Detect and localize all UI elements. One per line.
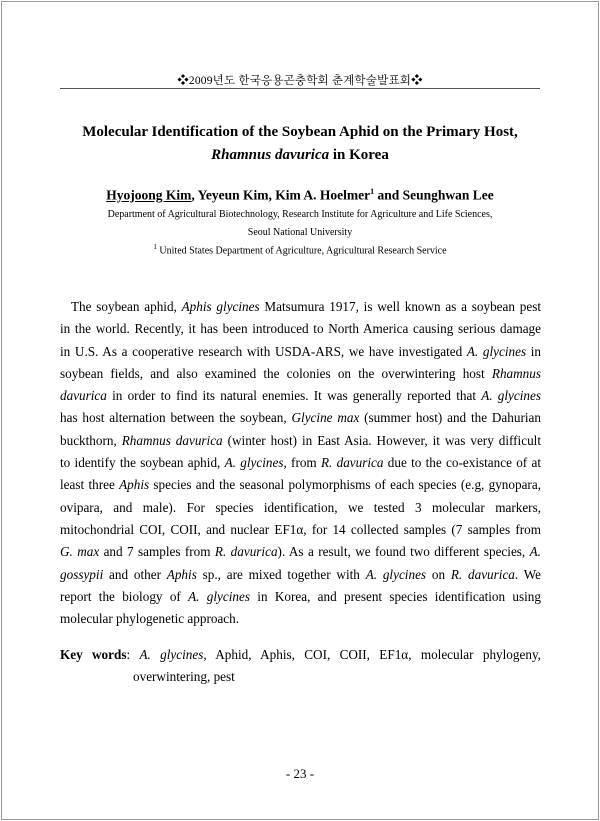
keywords-line-1: Key words: A. glycines, Aphid, Aphis, COI, COII, EF1α, molecular phylogeny, — [60, 647, 541, 662]
affiliation-line-2: Seoul National University — [247, 227, 353, 238]
keywords-rest: , Aphid, Aphis, COI, COII, EF1α, molecular phylogeny, — [203, 647, 541, 662]
keyword-species: A. glycines — [139, 647, 204, 662]
abstract-line: buckthorn, Rhamnus davurica (winter host) in East Asia. However, it was very difficult — [60, 432, 541, 448]
page-number: - 23 - — [285, 766, 315, 781]
title-line-1: Molecular Identification of the Soybean Aphid on the Primary Host, — [82, 124, 518, 140]
author-list — [40, 187, 560, 204]
abstract-line: soybean fields, and also examined the colonies on the overwintering host Rhamnus — [60, 365, 541, 381]
author-affiliation-mark: 1 — [370, 187, 375, 196]
first-author: Hyojoong Kim — [106, 187, 192, 203]
keywords-section — [60, 644, 541, 689]
title-species: Rhamnus davurica — [211, 147, 330, 163]
keywords-line-2: overwintering, pest — [133, 669, 235, 685]
abstract-line: in the world. Recently, it has been introduced to North America causing serious damage — [60, 321, 541, 337]
abstract-line: to identify the soybean aphid, A. glycines, from R. davurica due to the co-existance of at — [60, 455, 541, 471]
affiliation-line-3-text: United States Department of Agriculture, Agricultural Research Service — [156, 245, 447, 257]
authors-last: and Seunghwan Lee — [374, 187, 494, 203]
abstract-line: ovipara, and male). For species identification, we tested 3 molecular markers, — [60, 499, 541, 515]
abstract-line: davurica in order to find its natural enemies. It was generally reported that A. glycines — [60, 388, 541, 404]
abstract-line: The soybean aphid, Aphis glycines Matsumura 1917, is well known as a soybean pest — [71, 299, 541, 314]
keywords-label: Key words — [60, 647, 127, 662]
affiliation-line-3 — [60, 243, 540, 256]
abstract-line: molecular phylogenetic approach. — [60, 611, 240, 627]
affiliation-line-1: Department of Agricultural Biotechnology, Research Institute for Agriculture and Life Sciences, — [107, 209, 493, 220]
affiliation-mark: 1 — [153, 243, 157, 251]
abstract-line: least three Aphis species and the seasonal polymorphisms of each species (e.g, gynopara, — [60, 477, 541, 493]
title-line-2-rest: in Korea — [329, 147, 389, 163]
abstract-line: mitochondrial COI, COII, and nuclear EF1α, for 14 collected samples (7 samples from — [60, 521, 541, 537]
authors-middle: , Yeyeun Kim, Kim A. Hoelmer — [191, 187, 371, 203]
abstract-body — [60, 296, 541, 630]
abstract-line: gossypii and other Aphis sp., are mixed together with A. glycines on R. davurica. We — [60, 566, 542, 582]
paper-title — [40, 121, 560, 167]
header-rule — [60, 88, 540, 89]
abstract-line: has host alternation between the soybean, Glycine max (summer host) and the Dahurian — [60, 410, 541, 426]
conference-header: ❖2009년도 한국응용곤충학회 춘계학술발표회❖ — [177, 75, 423, 87]
title-line-2 — [40, 144, 560, 167]
abstract-line: in U.S. As a cooperative research with USDA-ARS, we have investigated A. glycines in — [60, 343, 541, 359]
abstract-line: G. max and 7 samples from R. davurica). As a result, we found two different species, A. — [60, 544, 541, 560]
abstract-line: report the biology of A. glycines in Korea, and present species identification using — [60, 588, 541, 604]
